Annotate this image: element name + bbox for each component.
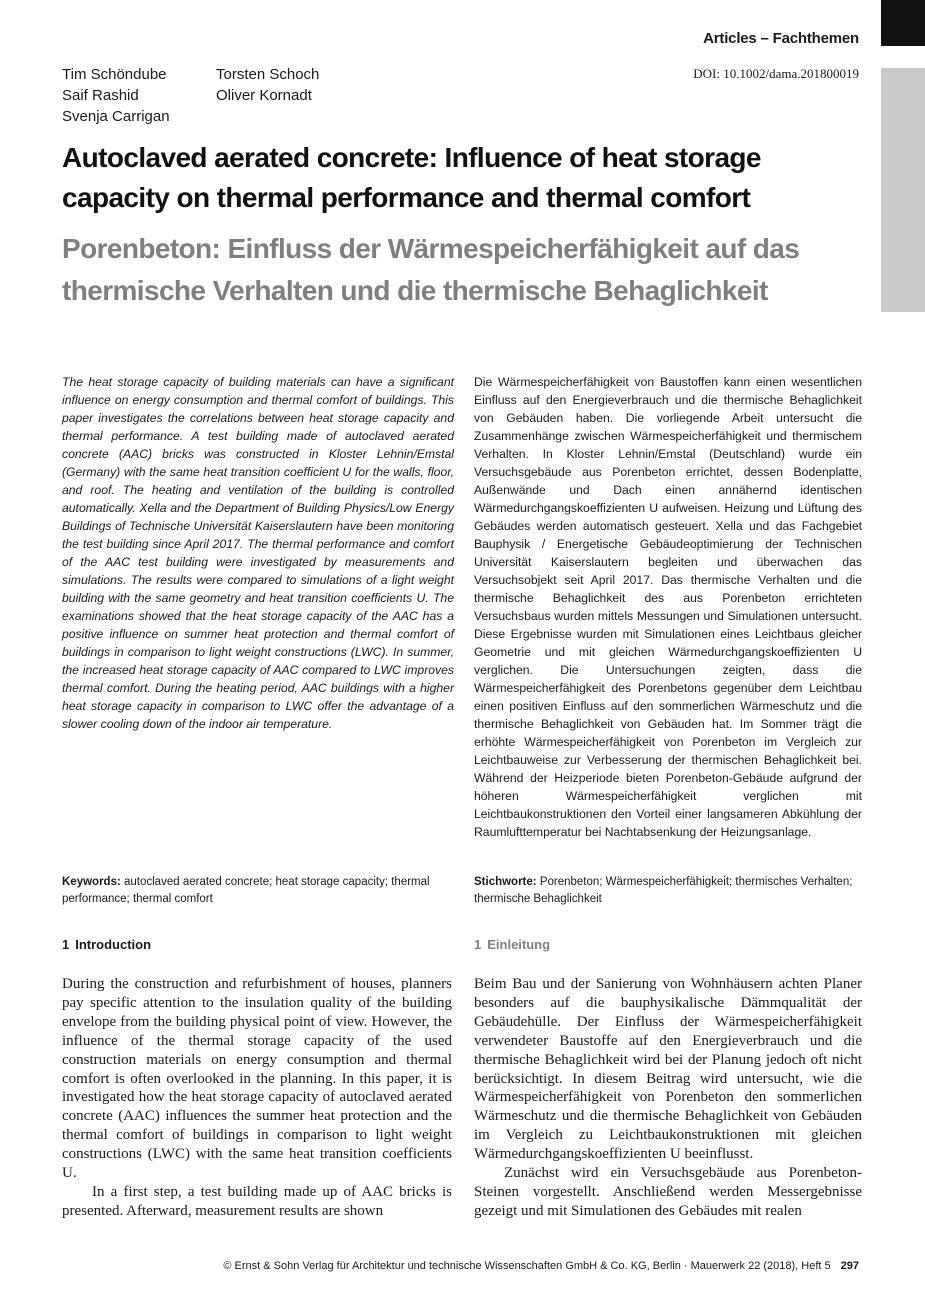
author: Oliver Kornadt [216,87,312,104]
black-edge-tab [881,0,925,46]
section-title: Einleitung [487,937,551,952]
page-footer [223,1260,859,1272]
section-title: Introduction [75,937,152,952]
author: Tim Schöndube [62,66,167,83]
keywords-german [474,874,862,908]
keywords-english [62,874,454,908]
section-number: 1 [62,937,70,952]
title-english: Autoclaved aerated concrete: Influence of heat storage capacity on thermal performance and thermal comfort [62,142,761,213]
title-german: Porenbeton: Einfluss der Wärmespeicherfähigkeit auf das thermische Verhalten und die thermische Behaglichkeit [62,233,800,306]
paragraph: Zunächst wird ein Versuchsgebäude aus Porenbeton-Steinen vorgestellt. Anschließend werden Messergebnisse gezeigt und mit Simulationen des Gebäudes mit realen [474,1165,862,1219]
paragraph: During the construction and refurbishment of houses, planners pay specific attention to the insulation quality of the building envelope from the building physical point of view. However, the influence of the thermal storage capacity of the used construction materials on energy consumption and thermal comfort is often overlooked in the planning. In this paper, it is investigated how the heat storage capacity of autoclaved aerated concrete (AAC) influences the summer heat protection and the thermal comfort of buildings in comparison to light weight constructions (LWC) with the same heat transition coefficients U. [62,976,452,1182]
author-list [62,64,320,127]
doi: DOI: 10.1002/dama.201800019 [693,66,859,81]
keywords-text: autoclaved aerated concrete; heat storage capacity; thermal performance; thermal comfort [62,876,430,905]
author: Torsten Schoch [216,66,320,83]
abstract-english: The heat storage capacity of building materials can have a significant influence on energy consumption and thermal comfort of buildings. This paper investigates the correlations between heat storage capacity and thermal performance. A test building made of autoclaved aerated concrete (AAC) bricks was constructed in Kloster Lehnin/Emstal (Germany) with the same heat transition coefficient U for the walls, floor, and roof. The heating and ventilation of the building is controlled automatically. Xella and the Department of Building Physics/Low Energy Buildings of Technische Universität Kaiserslautern have been monitoring the test building since April 2017. The thermal performance and comfort of the AAC test building were investigated by measurements and simulations. The results were compared to simulations of a light weight building with the same geometry and heat transition coefficients U. The examinations showed that the heat storage capacity of the AAC has a positive influence on summer heat protection and thermal comfort of buildings in comparison to light weight constructions (LWC). In summer, the increased heat storage capacity of AAC compared to LWC improves thermal comfort. During the heating period, AAC buildings with a higher heat storage capacity in comparison to LWC offer the advantage of a slower cooling down of the indoor air temperature. [62,375,454,731]
paragraph: In a first step, a test building made up of AAC bricks is presented. Afterward, measurement results are shown [62,1183,452,1219]
keywords-text: Porenbeton; Wärmespeicherfähigkeit; thermisches Verhalten; thermische Behaglichkeit [474,876,853,905]
section-number: 1 [474,937,482,952]
keywords-label: Keywords: [62,876,121,888]
body-text-english [62,975,452,1221]
keywords-label: Stichworte: [474,876,537,888]
author: Svenja Carrigan [62,108,170,125]
paragraph: Beim Bau und der Sanierung von Wohnhäusern achten Planer besonders auf die bauphysikalische Dämmqualität der Gebäudehülle. Der Einfluss der Wärmespeicherfähigkeit verwendeter Baustoffe auf den Energieverbrauch und die thermische Behaglichkeit wird bei der Planung jedoch oft nicht berücksichtigt. In diesem Beitrag wird untersucht, wie die Wärmespeicherfähigkeit von Porenbeton den sommerlichen Wärmeschutz und die thermische Behaglichkeit von Gebäuden im Vergleich zu Leichtbaukonstruktionen mit gleichen Wärmedurchgangskoeffizienten U beeinflusst. [474,976,862,1163]
publisher-line: © Ernst & Sohn Verlag für Architektur und technische Wissenschaften GmbH & Co. KG, Berlin · Mauerwerk 22 (2018), Heft 5 [223,1260,831,1272]
author: Saif Rashid [62,87,139,104]
body-text-german [474,975,862,1221]
section-heading-german [474,937,556,952]
abstract-german: Die Wärmespeicherfähigkeit von Baustoffen kann einen wesentlichen Einfluss auf den Energieverbrauch und die thermische Behaglichkeit von Gebäuden haben. Die vorliegende Arbeit untersucht die Zusammenhänge zwischen Wärmespeicherfähigkeit und thermischem Verhalten. In Kloster Lehnin/Emstal (Deutschland) wurde ein Versuchsgebäude aus Porenbeton errichtet, dessen Bodenplatte, Außenwände und Dach einen annähernd identischen Wärmedurchgangskoeffizienten U aufweisen. Heizung und Lüftung des Gebäudes werden automatisch gesteuert. Xella und das Fachgebiet Bauphysik / Energetische Gebäudeoptimierung der Technischen Universität Kaiserslautern begleiten und überwachen das Versuchsobjekt seit April 2017. Das thermische Verhalten und die thermische Behaglichkeit des aus Porenbeton errichteten Versuchsbaus wurden mittels Messungen und Simulationen untersucht. Diese Ergebnisse wurden mit Simulationen eines Leichtbaus gleicher Geometrie und mit gleichen Wärmedurchgangskoeffizienten U verglichen. Die Untersuchungen zeigten, dass die Wärmespeicherfähigkeit des Porenbetons gegenüber dem Leichtbau einen positiven Einfluss auf den sommerlichen Wärmeschutz und die thermische Behaglichkeit von Gebäuden hat. Im Sommer trägt die erhöhte Wärmespeicherfähigkeit von Porenbeton im Vergleich zur Leichtbauweise zur Verbesserung der thermischen Behaglichkeit bei. Während der Heizperiode bieten Porenbeton-Gebäude aufgrund der höheren Wärmespeicherfähigkeit verglichen mit Leichtbaukonstruktionen den Vorteil einer langsameren Abkühlung der Raumlufttemperatur bei Nachtabsenkung der Heizungsanlage. [474,375,862,839]
section-header: Articles – Fachthemen [703,30,859,47]
section-heading-english [62,937,157,952]
gray-edge-tab [881,68,925,312]
page-number: 297 [840,1260,859,1272]
